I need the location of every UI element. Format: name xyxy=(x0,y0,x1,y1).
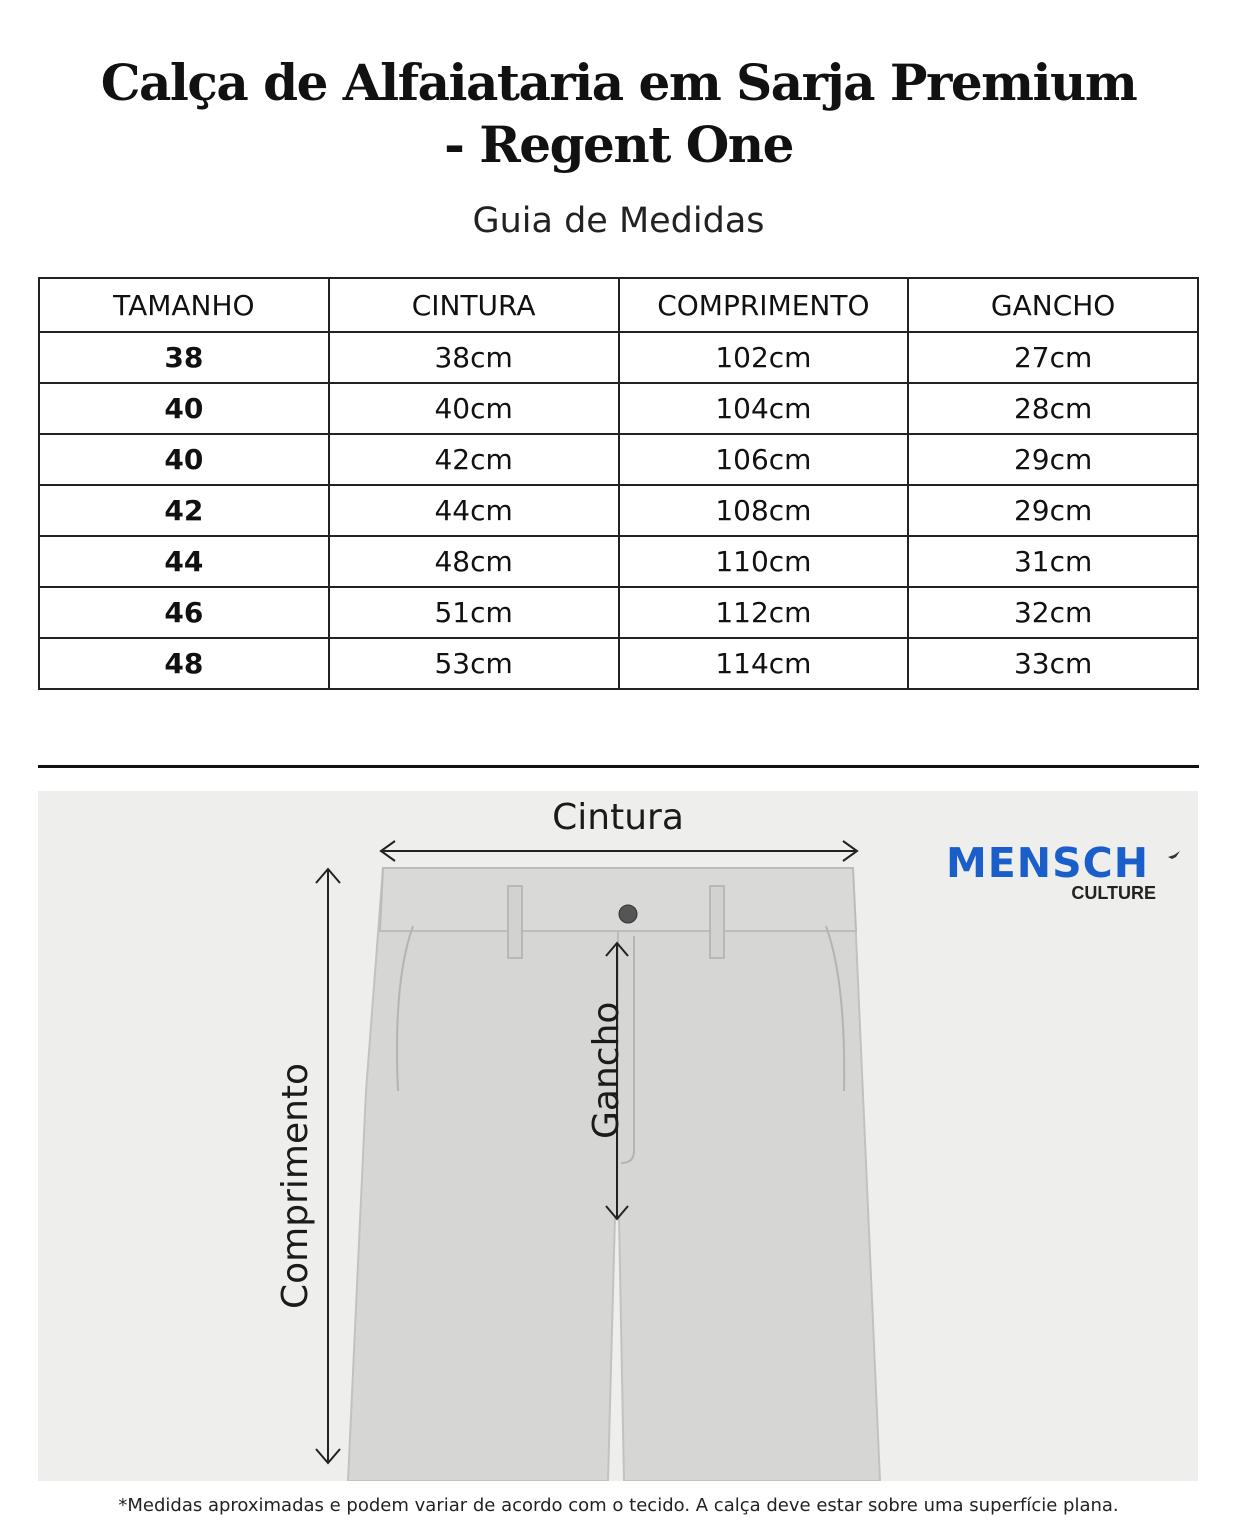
cell-length: 106cm xyxy=(619,434,909,485)
cell-size: 38 xyxy=(39,332,329,383)
cell-length: 112cm xyxy=(619,587,909,638)
cell-rise: 29cm xyxy=(908,485,1198,536)
bird-icon xyxy=(1168,851,1180,861)
table-row xyxy=(39,638,1198,689)
cell-length: 108cm xyxy=(619,485,909,536)
measurement-diagram xyxy=(38,791,1198,1481)
cell-waist: 42cm xyxy=(329,434,619,485)
cell-rise: 33cm xyxy=(908,638,1198,689)
cell-size: 46 xyxy=(39,587,329,638)
page-subtitle: Guia de Medidas xyxy=(472,201,765,241)
brand-logo xyxy=(946,841,1178,903)
section-divider xyxy=(38,765,1199,768)
cell-length: 102cm xyxy=(619,332,909,383)
brand-sub: CULTURE xyxy=(1071,883,1156,903)
table-row xyxy=(39,383,1198,434)
cell-size: 42 xyxy=(39,485,329,536)
title-line-1: Calça de Alfaiataria em Sarja Premium xyxy=(100,53,1137,112)
table-row xyxy=(39,536,1198,587)
waistband xyxy=(380,868,856,931)
cell-waist: 53cm xyxy=(329,638,619,689)
cell-waist: 48cm xyxy=(329,536,619,587)
cell-rise: 28cm xyxy=(908,383,1198,434)
cell-waist: 51cm xyxy=(329,587,619,638)
cell-size: 44 xyxy=(39,536,329,587)
pants-shape xyxy=(348,868,880,1481)
footnote: *Medidas aproximadas e podem variar de acordo com o tecido. A calça deve estar sobre uma superfície plana. xyxy=(118,1495,1119,1516)
table-row xyxy=(39,332,1198,383)
title-line-2: - Regent One xyxy=(444,115,793,174)
table-row xyxy=(39,485,1198,536)
cell-waist: 44cm xyxy=(329,485,619,536)
belt-loop xyxy=(508,886,522,958)
page-title xyxy=(0,52,1237,176)
cell-rise: 29cm xyxy=(908,434,1198,485)
cell-length: 114cm xyxy=(619,638,909,689)
button-icon xyxy=(619,905,637,923)
cell-rise: 27cm xyxy=(908,332,1198,383)
size-table xyxy=(38,277,1199,690)
brand-name: MENSCH xyxy=(946,839,1150,887)
header-comprimento: COMPRIMENTO xyxy=(619,278,909,332)
label-length: Comprimento xyxy=(275,1062,316,1309)
header-gancho: GANCHO xyxy=(908,278,1198,332)
cell-size: 40 xyxy=(39,434,329,485)
cell-waist: 40cm xyxy=(329,383,619,434)
cell-length: 104cm xyxy=(619,383,909,434)
cell-size: 40 xyxy=(39,383,329,434)
table-row xyxy=(39,434,1198,485)
cell-waist: 38cm xyxy=(329,332,619,383)
belt-loop xyxy=(710,886,724,958)
label-rise: Gancho xyxy=(586,1001,627,1139)
cell-rise: 31cm xyxy=(908,536,1198,587)
table-row xyxy=(39,587,1198,638)
cell-length: 110cm xyxy=(619,536,909,587)
table-header-row xyxy=(39,278,1198,332)
header-tamanho: TAMANHO xyxy=(39,278,329,332)
label-waist: Cintura xyxy=(552,797,684,838)
header-cintura: CINTURA xyxy=(329,278,619,332)
cell-rise: 32cm xyxy=(908,587,1198,638)
cell-size: 48 xyxy=(39,638,329,689)
